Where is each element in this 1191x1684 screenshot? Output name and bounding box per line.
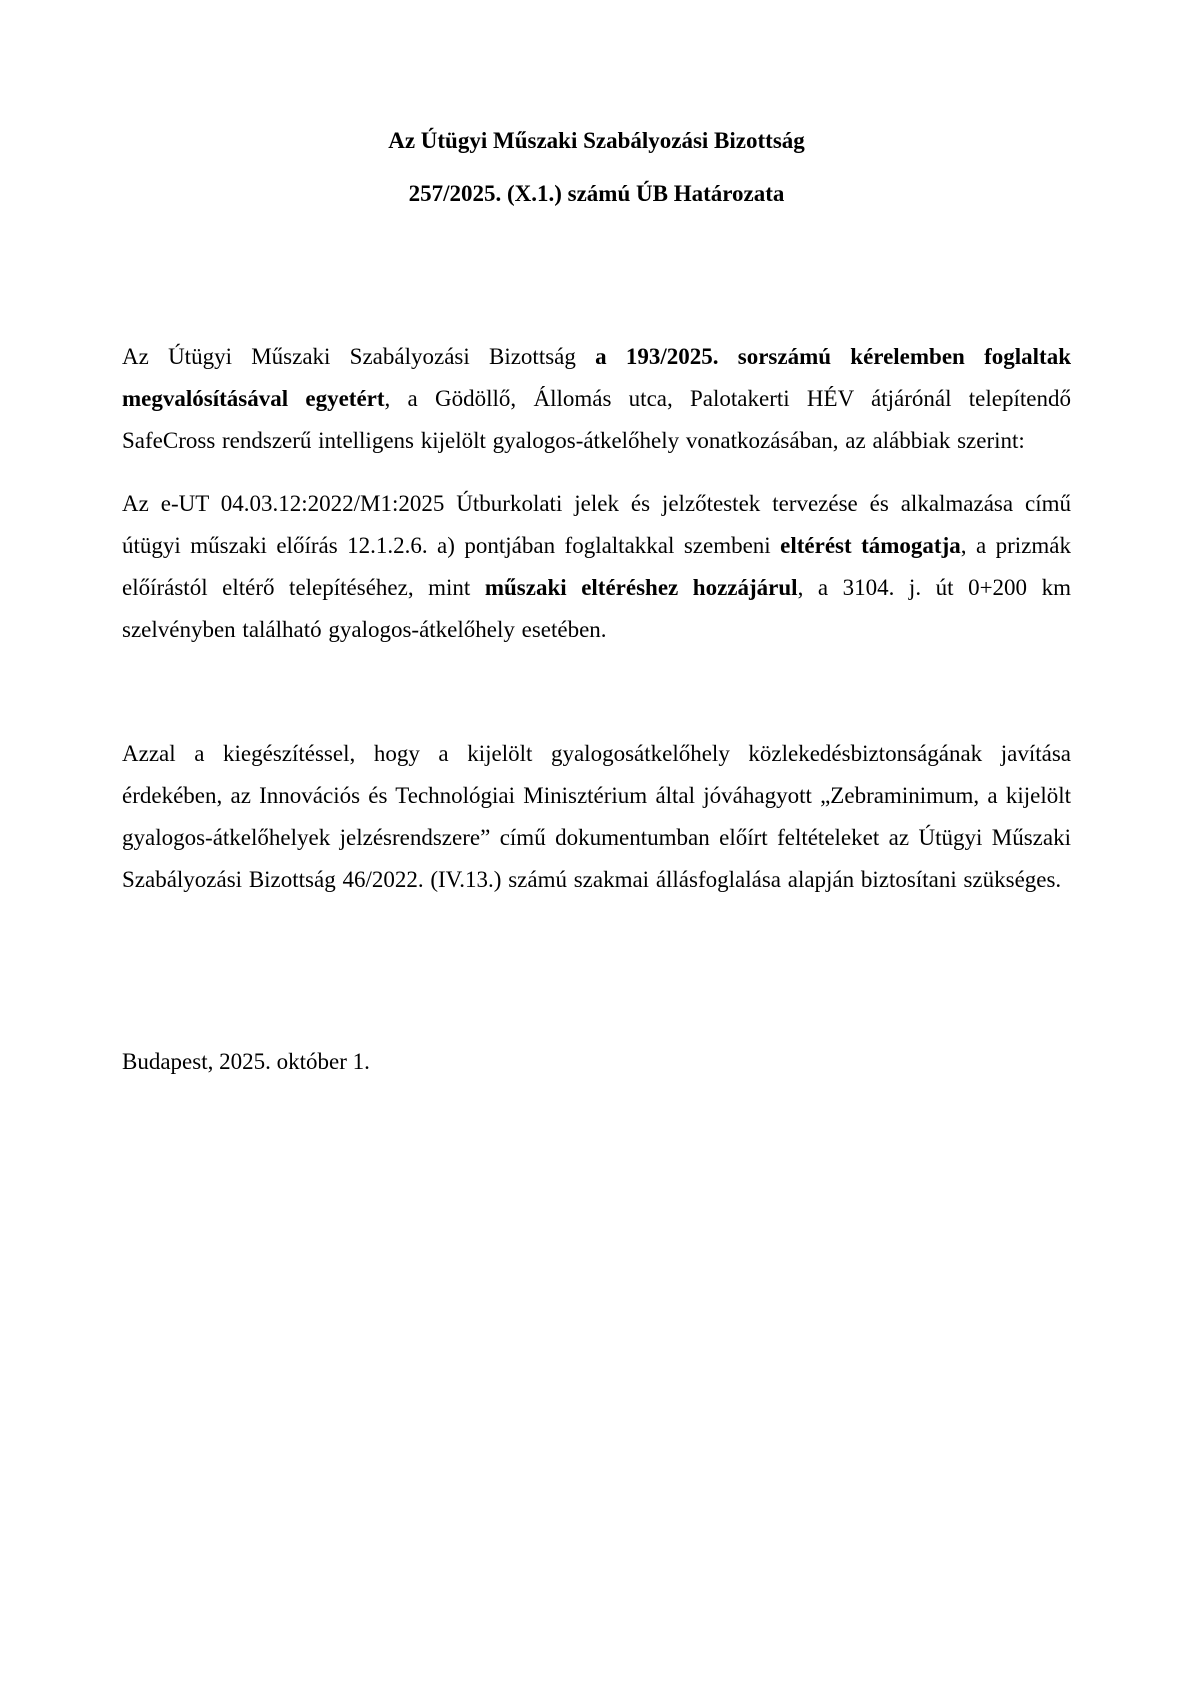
paragraph-technical-segment-bold: eltérést támogatja	[780, 533, 961, 558]
paragraph-technical-segment-regular-2: , a prizmák előírástól eltérő telepítéséhez, mint	[122, 533, 1071, 600]
paragraph-decision-segment-regular: Az Útügyi Műszaki Szabályozási Bizottság	[122, 344, 596, 369]
document-title-line-1: Az Útügyi Műszaki Szabályozási Bizottság	[388, 128, 805, 153]
paragraph-decision-segment-regular-2: , a Gödöllő, Állomás utca, Palotakerti HÉV átjárónál telepítendő SafeCross rendszerű intelligens kijelölt gyalogos-átkelőhely vonatkozásában, az alábbiak szerint:	[122, 386, 1071, 453]
paragraph-technical-deviation	[122, 483, 1071, 651]
document-title-line-2: 257/2025. (X.1.) számú ÚB Határozata	[408, 181, 785, 206]
paragraph-technical-segment-regular-3: , a 3104. j. út 0+200 km szelvényben található gyalogos-átkelőhely esetében.	[122, 575, 1071, 642]
date-line: Budapest, 2025. október 1.	[122, 1049, 370, 1074]
paragraph-decision-segment-bold: a 193/2025. sorszámú kérelemben foglaltak megvalósításával egyetért	[122, 344, 1071, 411]
paragraph-supplement-segment-regular: Azzal a kiegészítéssel, hogy a kijelölt gyalogosátkelőhely közlekedésbiztonságának javítása érdekében, az Innovációs és Technológiai Minisztérium által jóváhagyott „Zebraminimum, a kijelölt gyalogos-átkelőhelyek jelzésrendszere” című dokumentumban előírt feltételeket az Útügyi Műszaki Szabályozási Bizottság 46/2022. (IV.13.) számú szakmai állásfoglalása alapján biztosítani szükséges.	[122, 741, 1071, 892]
paragraph-technical-segment-bold-2: műszaki eltéréshez hozzájárul	[484, 575, 798, 600]
paragraph-supplement-condition	[122, 733, 1071, 901]
paragraph-technical-segment-regular: Az e-UT 04.03.12:2022/M1:2025 Útburkolati jelek és jelzőtestek tervezése és alkalmazása című útügyi műszaki előírás 12.1.2.6. a) pontjában foglaltakkal szembeni	[122, 491, 1071, 558]
paragraph-decision	[122, 336, 1071, 462]
